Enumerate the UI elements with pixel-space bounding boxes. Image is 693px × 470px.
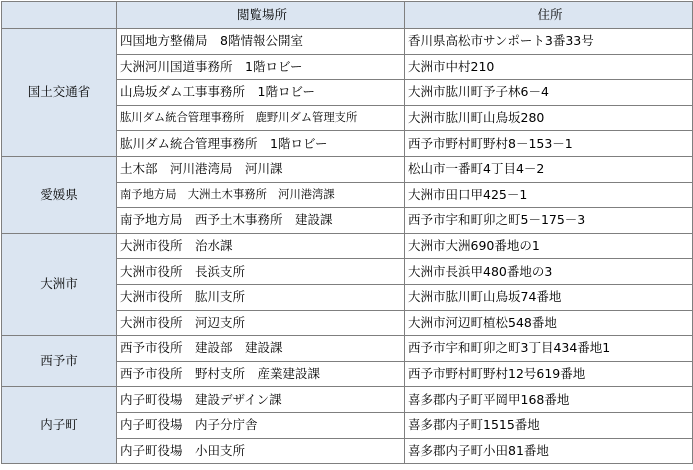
place-cell: 内子町役場 小田支所 bbox=[117, 438, 405, 464]
group-cell-ozu: 大洲市 bbox=[2, 233, 117, 335]
address-cell: 喜多郡内子町平岡甲168番地 bbox=[405, 387, 693, 413]
viewing-locations-table bbox=[1, 1, 693, 464]
place-cell: 大洲市役所 肱川支所 bbox=[117, 284, 405, 310]
place-cell: 内子町役場 内子分庁舎 bbox=[117, 412, 405, 438]
address-cell: 松山市一番町4丁目4－2 bbox=[405, 156, 693, 182]
address-cell: 大洲市大洲690番地の1 bbox=[405, 233, 693, 259]
table-row bbox=[2, 156, 693, 182]
place-cell: 土木部 河川港湾局 河川課 bbox=[117, 156, 405, 182]
header-place: 閲覧場所 bbox=[117, 2, 405, 29]
address-cell: 大洲市肱川町山鳥坂74番地 bbox=[405, 284, 693, 310]
address-cell: 大洲市田口甲425－1 bbox=[405, 182, 693, 208]
address-cell: 香川県高松市サンポート3番33号 bbox=[405, 29, 693, 55]
place-cell: 山鳥坂ダム工事事務所 1階ロビー bbox=[117, 80, 405, 106]
address-cell: 西予市宇和町卯之町5－175－3 bbox=[405, 208, 693, 234]
table-row bbox=[2, 387, 693, 413]
place-cell: 大洲市役所 長浜支所 bbox=[117, 259, 405, 285]
address-cell: 大洲市肱川町予子林6－4 bbox=[405, 80, 693, 106]
address-cell: 西予市野村町野村12号619番地 bbox=[405, 361, 693, 387]
address-cell: 喜多郡内子町小田81番地 bbox=[405, 438, 693, 464]
address-cell: 喜多郡内子町1515番地 bbox=[405, 412, 693, 438]
table-row bbox=[2, 29, 693, 55]
address-cell: 大洲市長浜甲480番地の3 bbox=[405, 259, 693, 285]
address-cell: 大洲市中村210 bbox=[405, 54, 693, 80]
place-cell: 大洲河川国道事務所 1階ロビー bbox=[117, 54, 405, 80]
header-row bbox=[2, 2, 693, 29]
place-cell: 大洲市役所 河辺支所 bbox=[117, 310, 405, 336]
place-cell: 四国地方整備局 8階情報公開室 bbox=[117, 29, 405, 55]
place-cell: 肱川ダム統合管理事務所 鹿野川ダム管理支所 bbox=[117, 105, 405, 131]
place-cell: 西予市役所 野村支所 産業建設課 bbox=[117, 361, 405, 387]
address-cell: 大洲市河辺町植松548番地 bbox=[405, 310, 693, 336]
place-cell: 南予地方局 西予土木事務所 建設課 bbox=[117, 208, 405, 234]
table-row bbox=[2, 336, 693, 362]
address-cell: 西予市野村町野村8－153－1 bbox=[405, 131, 693, 157]
group-cell-seiyo: 西予市 bbox=[2, 336, 117, 387]
group-cell-mlit: 国土交通省 bbox=[2, 29, 117, 157]
place-cell: 肱川ダム統合管理事務所 1階ロビー bbox=[117, 131, 405, 157]
group-cell-uchiko: 内子町 bbox=[2, 387, 117, 464]
place-cell: 大洲市役所 治水課 bbox=[117, 233, 405, 259]
place-cell: 南予地方局 大洲土木事務所 河川港湾課 bbox=[117, 182, 405, 208]
header-group bbox=[2, 2, 117, 29]
address-cell: 大洲市肱川町山鳥坂280 bbox=[405, 105, 693, 131]
header-address: 住所 bbox=[405, 2, 693, 29]
place-cell: 内子町役場 建設デザイン課 bbox=[117, 387, 405, 413]
table-row bbox=[2, 233, 693, 259]
place-cell: 西予市役所 建設部 建設課 bbox=[117, 336, 405, 362]
group-cell-ehime: 愛媛県 bbox=[2, 156, 117, 233]
address-cell: 西予市宇和町卯之町3丁目434番地1 bbox=[405, 336, 693, 362]
